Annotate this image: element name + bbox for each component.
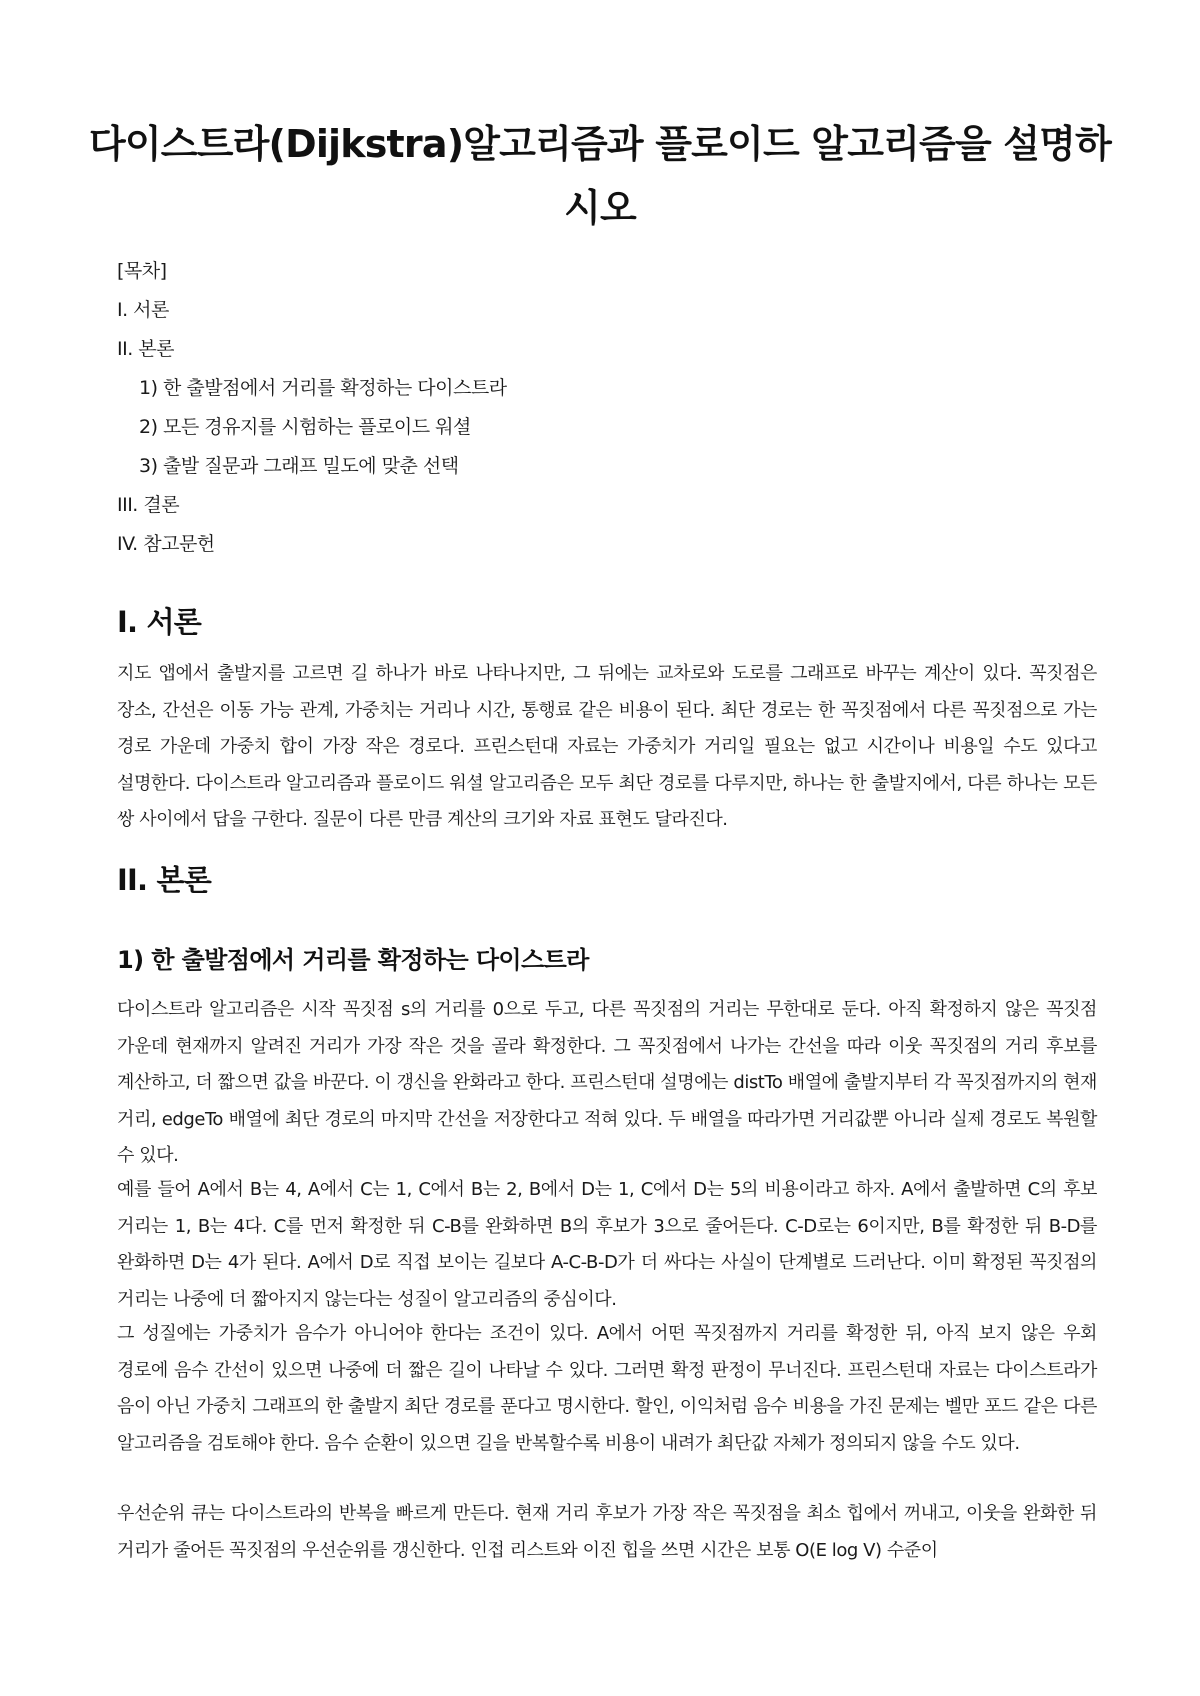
body-paragraph-2: 예를 들어 A에서 B는 4, A에서 C는 1, C에서 B는 2, B에서 D는 1, C에서 D는 5의 비용이라고 하자. A에서 출발하면 C의 후보 거리는 1, B는 4다. C를 먼저 확정한 뒤 C-B를 완화하면 B의 후보가 3으로 줄어든다. C-D로는 6이지만, B를 확정한 뒤 B-D를 완화하면 D는 4가 된다. A에서 D로 직접 보이는 길보다 A-C-B-D가 더 싸다는 사실이 단계별로 드러난다. 이미 확정된 꼭짓점의 거리는 나중에 더 짧아지지 않는다는 성질이 알고리즘의 중심이다. — [117, 1179, 1097, 1310]
toc-item-references: IV. 참고문헌 — [117, 533, 215, 555]
toc-item-body-1: 1) 한 출발점에서 거리를 확정하는 다이스트라 — [139, 377, 507, 399]
body-paragraph-3: 그 성질에는 가중치가 음수가 아니어야 한다는 조건이 있다. A에서 어떤 꼭짓점까지 거리를 확정한 뒤, 아직 보지 않은 우회 경로에 음수 간선이 있으면 나중에 더 짧은 길이 나타날 수 있다. 그러면 확정 판정이 무너진다. 프린스턴대 자료는 다이스트라가 음이 아닌 가중치 그래프의 한 출발지 최단 경로를 푼다고 명시한다. 할인, 이익처럼 음수 비용을 가진 문제는 벨만 포드 같은 다른 알고리즘을 검토해야 한다. 음수 순환이 있으면 길을 반복할수록 비용이 내려가 최단값 자체가 정의되지 않을 수도 있다. — [117, 1323, 1097, 1454]
section-heading-intro: I. 서론 — [117, 605, 201, 639]
toc-item-conclusion: III. 결론 — [117, 494, 180, 516]
body-paragraph-1: 다이스트라 알고리즘은 시작 꼭짓점 s의 거리를 0으로 두고, 다른 꼭짓점의 거리는 무한대로 둔다. 아직 확정하지 않은 꼭짓점 가운데 현재까지 알려진 거리가 가장 작은 것을 골라 확정한다. 그 꼭짓점에서 나가는 간선을 따라 이웃 꼭짓점의 거리 후보를 계산하고, 더 짧으면 값을 바꾼다. 이 갱신을 완화라고 한다. 프린스턴대 설명에는 distTo 배열에 출발지부터 각 꼭짓점까지의 현재 거리, edgeTo 배열에 최단 경로의 마지막 간선을 저장한다고 적혀 있다. 두 배열을 따라가면 거리값뿐 아니라 실제 경로도 복원할 수 있다. — [117, 999, 1097, 1166]
intro-paragraph: 지도 앱에서 출발지를 고르면 길 하나가 바로 나타나지만, 그 뒤에는 교차로와 도로를 그래프로 바꾸는 계산이 있다. 꼭짓점은 장소, 간선은 이동 가능 관계, 가중치는 거리나 시간, 통행료 같은 비용이 된다. 최단 경로는 한 꼭짓점에서 다른 꼭짓점으로 가는 경로 가운데 가중치 합이 가장 작은 경로다. 프린스턴대 자료는 가중치가 거리일 필요는 없고 시간이나 비용일 수도 있다고 설명한다. 다이스트라 알고리즘과 플로이드 워셜 알고리즘은 모두 최단 경로를 다루지만, 하나는 한 출발지에서, 다른 하나는 모든 쌍 사이에서 답을 구한다. 질문이 다른 만큼 계산의 크기와 자료 표현도 달라진다. — [117, 663, 1097, 830]
document-title: 다이스트라(Dijkstra)알고리즘과 플로이드 알고리즘을 설명하시오 — [88, 122, 1112, 230]
table-of-contents — [117, 252, 1017, 564]
toc-item-body: II. 본론 — [117, 338, 174, 360]
toc-heading: [목차] — [117, 260, 167, 282]
section-heading-body: II. 본론 — [117, 863, 211, 897]
subsection-heading-dijkstra: 1) 한 출발점에서 거리를 확정하는 다이스트라 — [117, 946, 589, 974]
toc-item-intro: I. 서론 — [117, 299, 169, 321]
toc-item-body-3: 3) 출발 질문과 그래프 밀도에 맞춘 선택 — [139, 455, 459, 477]
toc-item-body-2: 2) 모든 경유지를 시험하는 플로이드 워셜 — [139, 416, 471, 438]
body-paragraph-4: 우선순위 큐는 다이스트라의 반복을 빠르게 만든다. 현재 거리 후보가 가장 작은 꼭짓점을 최소 힙에서 꺼내고, 이웃을 완화한 뒤 거리가 줄어든 꼭짓점의 우선순위를 갱신한다. 인접 리스트와 이진 힙을 쓰면 시간은 보통 O(E log V) 수준이 — [117, 1503, 1097, 1561]
